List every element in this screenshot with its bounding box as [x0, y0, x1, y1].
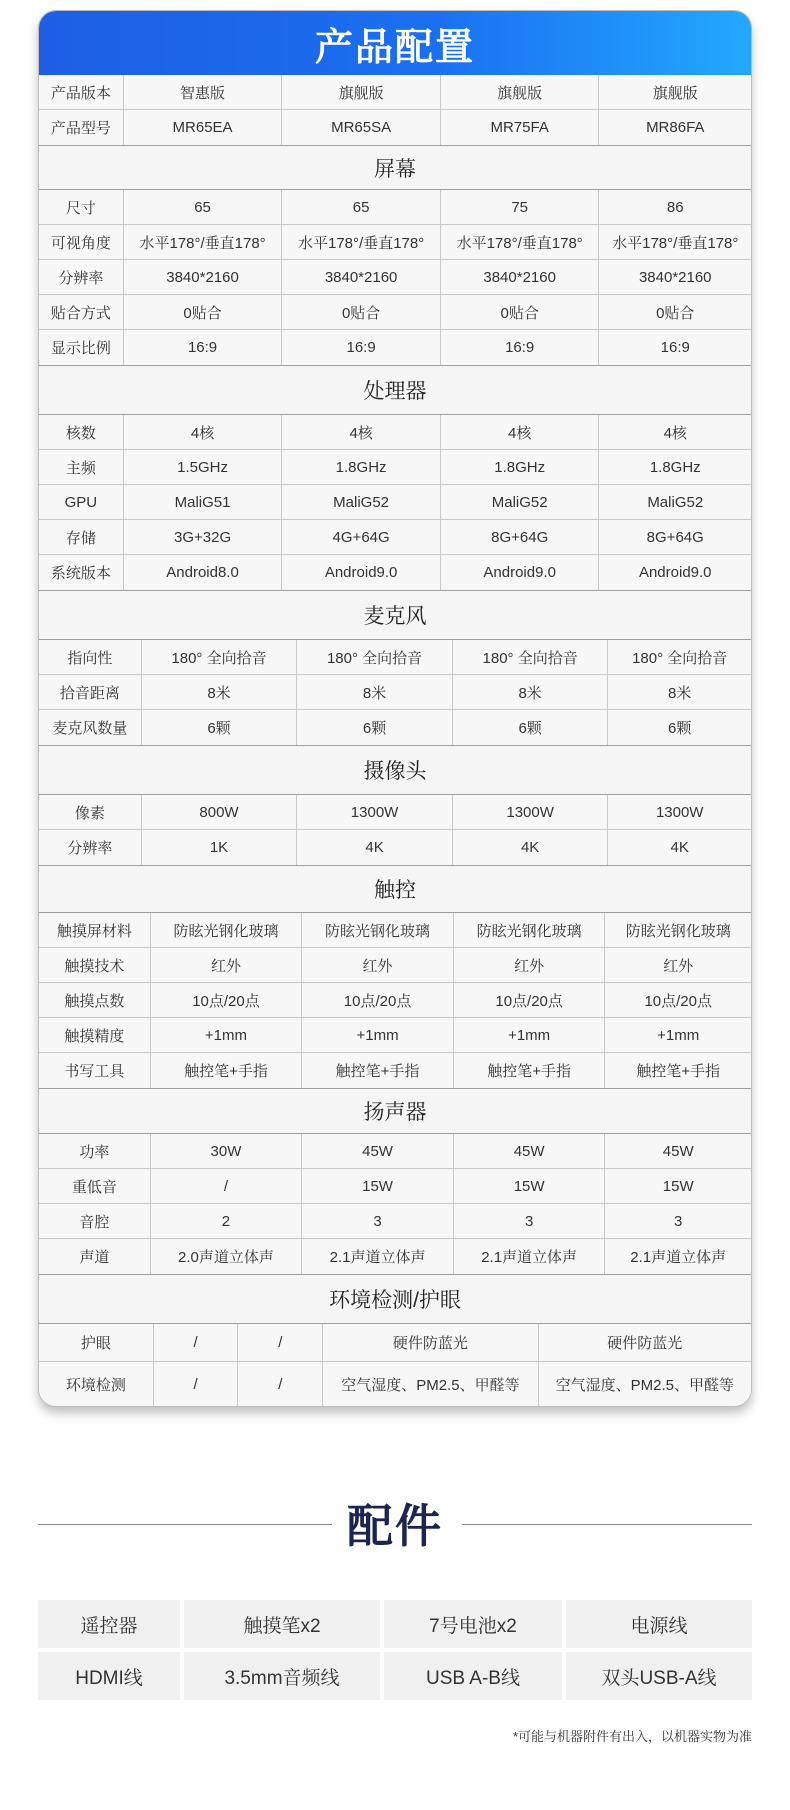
section-title-touch: 触控: [39, 865, 751, 913]
table-cell: 30W: [151, 1134, 303, 1168]
table-cell: 1300W: [655, 803, 704, 821]
table-cell: 6颗: [142, 710, 298, 745]
table-cell: 防眩光钢化玻璃: [302, 913, 454, 947]
table-cell: 45W: [454, 1134, 606, 1168]
table-cell: 红外: [151, 948, 303, 982]
table-cell: 触控笔+手指: [302, 1053, 454, 1088]
table-cell: 防眩光钢化玻璃: [151, 913, 303, 947]
table-cell: MaliG52: [647, 493, 704, 511]
table-cell: 3: [302, 1204, 454, 1238]
table-row: [39, 110, 751, 145]
table-cell: 86: [666, 198, 684, 216]
table-cell: MR75FA: [441, 110, 600, 145]
table-row: [39, 675, 751, 710]
table-cell: 旗舰版: [652, 84, 698, 102]
table-cell: 防眩光钢化玻璃: [625, 922, 731, 940]
table-cell: MaliG51: [124, 485, 283, 519]
table-row: [39, 260, 751, 295]
table-row: [39, 75, 751, 110]
table-row: [39, 1134, 751, 1169]
table-cell: +1mm: [151, 1018, 303, 1052]
table-cell: 45W: [662, 1142, 694, 1160]
table-row: [39, 710, 751, 745]
row-label: 存储: [39, 520, 124, 554]
page-title: 产品配置: [39, 11, 751, 75]
microphone-group: [39, 640, 751, 745]
row-label: 尺寸: [39, 190, 124, 224]
table-cell: 15W: [454, 1169, 606, 1203]
section-title-accessories: 配件: [347, 1500, 443, 1552]
section-title-screen: 屏幕: [39, 145, 751, 190]
table-cell: 6颗: [668, 720, 692, 737]
row-label: 分辨率: [39, 830, 142, 865]
table-cell: 4K: [297, 830, 453, 865]
table-cell: 8G+64G: [441, 520, 600, 554]
table-cell: 800W: [142, 795, 298, 829]
section-title-speaker: 扬声器: [39, 1088, 751, 1134]
table-cell: 触控笔+手指: [454, 1053, 606, 1088]
table-cell: 红外: [454, 948, 606, 982]
processor-group: [39, 415, 751, 590]
table-row: [39, 830, 751, 865]
accessory-item: 7号电池x2: [384, 1600, 562, 1648]
table-cell: 16:9: [124, 330, 283, 365]
row-label: 音腔: [39, 1204, 151, 1238]
environment-group: [39, 1324, 751, 1406]
table-cell: 3: [674, 1212, 683, 1230]
table-cell: +1mm: [454, 1018, 606, 1052]
table-row: [39, 1239, 751, 1274]
row-label: 触摸点数: [39, 983, 151, 1017]
accessories-grid: [38, 1600, 752, 1704]
table-cell: 3840*2160: [441, 260, 600, 294]
row-label: 功率: [39, 1134, 151, 1168]
table-row: [39, 330, 751, 365]
table-cell: 空气湿度、PM2.5、甲醛等: [555, 1376, 734, 1394]
table-cell: /: [154, 1324, 239, 1361]
accessory-item: 电源线: [566, 1600, 752, 1648]
row-label: 触摸精度: [39, 1018, 151, 1052]
row-label: 显示比例: [39, 330, 124, 365]
row-label: 可视角度: [39, 225, 124, 259]
table-cell: 1.8GHz: [649, 458, 701, 476]
table-row: [39, 485, 751, 520]
row-label: 产品型号: [39, 110, 124, 145]
table-cell: 4G+64G: [282, 520, 441, 554]
table-cell: 6颗: [297, 710, 453, 745]
table-cell: 10点/20点: [454, 983, 606, 1017]
table-cell: 180° 全向拾音: [632, 649, 728, 667]
table-cell: Android9.0: [441, 555, 600, 590]
table-cell: /: [238, 1362, 323, 1406]
accessory-row: [38, 1600, 752, 1648]
table-cell: 1300W: [297, 795, 453, 829]
base-group: [39, 75, 751, 145]
row-label: 护眼: [39, 1324, 154, 1361]
table-cell: 45W: [302, 1134, 454, 1168]
accessory-item: USB A-B线: [384, 1652, 562, 1700]
table-cell: 4K: [453, 830, 609, 865]
table-cell: 4核: [282, 415, 441, 449]
row-label: 麦克风数量: [39, 710, 142, 745]
table-cell: 触控笔+手指: [636, 1063, 721, 1080]
table-cell: 8米: [453, 675, 609, 709]
table-cell: 空气湿度、PM2.5、甲醛等: [323, 1362, 538, 1406]
accessory-item: HDMI线: [38, 1652, 180, 1700]
table-cell: 10点/20点: [644, 992, 712, 1010]
table-cell: Android9.0: [282, 555, 441, 590]
table-cell: 水平178°/垂直178°: [441, 225, 600, 259]
section-title-processor: 处理器: [39, 365, 751, 415]
table-cell: 15W: [662, 1177, 694, 1195]
row-label: 产品版本: [39, 75, 124, 109]
row-label: 核数: [39, 415, 124, 449]
camera-group: [39, 795, 751, 865]
table-cell: 180° 全向拾音: [297, 640, 453, 674]
spec-table: [38, 10, 752, 1407]
row-label: 指向性: [39, 640, 142, 674]
speaker-group: [39, 1134, 751, 1274]
table-cell: 75: [441, 190, 600, 224]
table-cell: 65: [282, 190, 441, 224]
table-cell: 防眩光钢化玻璃: [454, 913, 606, 947]
table-cell: 4核: [124, 415, 283, 449]
table-cell: 180° 全向拾音: [453, 640, 609, 674]
table-row: [39, 1362, 751, 1406]
row-label: GPU: [39, 485, 124, 519]
table-cell: 10点/20点: [151, 983, 303, 1017]
screen-group: [39, 190, 751, 365]
table-cell: 3840*2160: [124, 260, 283, 294]
table-cell: Android8.0: [124, 555, 283, 590]
table-cell: 2.1声道立体声: [630, 1249, 727, 1266]
table-cell: MR65EA: [124, 110, 283, 145]
row-label: 分辨率: [39, 260, 124, 294]
table-row: [39, 913, 751, 948]
table-cell: +1mm: [657, 1026, 700, 1044]
table-row: [39, 190, 751, 225]
table-cell: 水平178°/垂直178°: [282, 225, 441, 259]
table-cell: 红外: [663, 957, 694, 975]
table-cell: 红外: [302, 948, 454, 982]
table-cell: 4核: [663, 424, 687, 442]
table-cell: 水平178°/垂直178°: [124, 225, 283, 259]
table-cell: 1K: [142, 830, 298, 865]
row-label: 书写工具: [39, 1053, 151, 1088]
accessory-row: [38, 1652, 752, 1700]
accessory-item: 双头USB-A线: [566, 1652, 752, 1700]
table-row: [39, 1204, 751, 1239]
table-row: [39, 225, 751, 260]
table-cell: 2.0声道立体声: [151, 1239, 303, 1274]
table-cell: 3: [454, 1204, 606, 1238]
row-label: 触摸屏材料: [39, 913, 151, 947]
accessory-item: 3.5mm音频线: [184, 1652, 380, 1700]
section-title-environment: 环境检测/护眼: [39, 1274, 751, 1324]
table-row: [39, 795, 751, 830]
row-label: 触摸技术: [39, 948, 151, 982]
table-cell: 触控笔+手指: [151, 1053, 303, 1088]
section-title-microphone: 麦克风: [39, 590, 751, 640]
table-cell: /: [154, 1362, 239, 1406]
table-cell: /: [238, 1324, 323, 1361]
table-cell: 水平178°/垂直178°: [612, 234, 739, 252]
table-cell: 0贴合: [282, 295, 441, 329]
table-row: [39, 1053, 751, 1088]
row-label: 主频: [39, 450, 124, 484]
table-cell: Android9.0: [638, 564, 712, 581]
table-cell: 0贴合: [124, 295, 283, 329]
table-cell: MR65SA: [282, 110, 441, 145]
table-row: [39, 555, 751, 590]
table-cell: 16:9: [660, 339, 690, 356]
table-cell: 硬件防蓝光: [323, 1324, 538, 1361]
table-cell: 2: [151, 1204, 303, 1238]
footnote: *可能与机器附件有出入，以机器实物为准: [512, 1729, 752, 1744]
table-cell: 4K: [670, 839, 689, 856]
table-cell: MaliG52: [282, 485, 441, 519]
table-cell: 0贴合: [441, 295, 600, 329]
row-label: 拾音距离: [39, 675, 142, 709]
table-cell: 3840*2160: [282, 260, 441, 294]
table-cell: 智惠版: [124, 75, 283, 109]
table-cell: 1.8GHz: [282, 450, 441, 484]
table-cell: 2.1声道立体声: [454, 1239, 606, 1274]
row-label: 贴合方式: [39, 295, 124, 329]
table-cell: 硬件防蓝光: [607, 1335, 683, 1352]
table-row: [39, 948, 751, 983]
table-row: [39, 1324, 751, 1362]
table-cell: 8G+64G: [646, 528, 704, 546]
row-label: 环境检测: [39, 1362, 154, 1406]
table-cell: 8米: [142, 675, 298, 709]
table-cell: 10点/20点: [302, 983, 454, 1017]
accessory-item: 触摸笔x2: [184, 1600, 380, 1648]
row-label: 系统版本: [39, 555, 124, 590]
table-cell: +1mm: [302, 1018, 454, 1052]
table-cell: 旗舰版: [441, 75, 600, 109]
table-cell: 4核: [441, 415, 600, 449]
table-row: [39, 1169, 751, 1204]
row-label: 重低音: [39, 1169, 151, 1203]
table-cell: /: [151, 1169, 303, 1203]
table-row: [39, 295, 751, 330]
section-title-camera: 摄像头: [39, 745, 751, 795]
row-label: 声道: [39, 1239, 151, 1274]
table-cell: 8米: [297, 675, 453, 709]
table-cell: 1.5GHz: [124, 450, 283, 484]
table-cell: 3840*2160: [638, 268, 712, 286]
table-cell: 旗舰版: [282, 75, 441, 109]
table-cell: 1300W: [453, 795, 609, 829]
table-cell: 1.8GHz: [441, 450, 600, 484]
table-cell: 16:9: [441, 330, 600, 365]
touch-group: [39, 913, 751, 1088]
table-row: [39, 1018, 751, 1053]
accessories-heading: [0, 1490, 790, 1560]
table-cell: 0贴合: [656, 304, 695, 322]
table-cell: 65: [124, 190, 283, 224]
table-cell: MR86FA: [646, 119, 705, 136]
table-row: [39, 415, 751, 450]
row-label: 像素: [39, 795, 142, 829]
accessory-item: 遥控器: [38, 1600, 180, 1648]
table-cell: 3G+32G: [124, 520, 283, 554]
table-row: [39, 520, 751, 555]
table-cell: 2.1声道立体声: [302, 1239, 454, 1274]
table-cell: 15W: [302, 1169, 454, 1203]
table-cell: 180° 全向拾音: [142, 640, 298, 674]
table-row: [39, 640, 751, 675]
table-row: [39, 983, 751, 1018]
table-cell: 8米: [668, 684, 692, 702]
table-cell: 16:9: [282, 330, 441, 365]
table-cell: MaliG52: [441, 485, 600, 519]
table-row: [39, 450, 751, 485]
table-cell: 6颗: [453, 710, 609, 745]
